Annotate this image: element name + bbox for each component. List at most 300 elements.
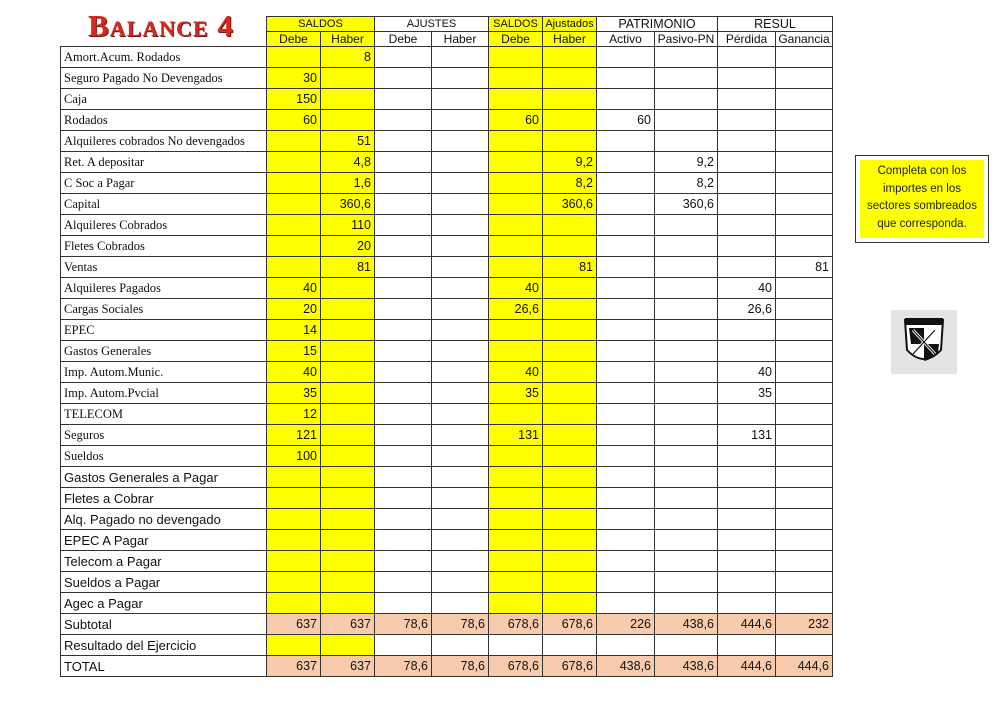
amount-cell[interactable] [375,110,432,131]
amount-cell[interactable] [655,593,718,614]
amount-cell[interactable] [776,404,833,425]
amount-cell[interactable] [375,68,432,89]
amount-cell[interactable] [267,530,321,551]
amount-cell[interactable] [489,194,543,215]
amount-cell[interactable] [489,68,543,89]
amount-cell[interactable] [718,488,776,509]
amount-cell[interactable] [432,383,489,404]
amount-cell[interactable] [375,320,432,341]
amount-cell[interactable] [432,47,489,68]
amount-cell[interactable] [597,635,655,656]
amount-cell[interactable]: 15 [267,341,321,362]
amount-cell[interactable] [655,404,718,425]
amount-cell[interactable]: 131 [489,425,543,446]
amount-cell[interactable] [718,404,776,425]
amount-cell[interactable] [375,572,432,593]
amount-cell[interactable] [776,425,833,446]
amount-cell[interactable] [375,215,432,236]
amount-cell[interactable]: 60 [489,110,543,131]
amount-cell[interactable] [776,215,833,236]
amount-cell[interactable] [655,362,718,383]
amount-cell[interactable] [655,488,718,509]
amount-cell[interactable] [489,635,543,656]
amount-cell[interactable] [543,530,597,551]
amount-cell[interactable] [655,383,718,404]
amount-cell[interactable] [375,530,432,551]
amount-cell[interactable]: 20 [267,299,321,320]
amount-cell[interactable] [597,257,655,278]
amount-cell[interactable] [655,572,718,593]
amount-cell[interactable] [718,194,776,215]
amount-cell[interactable] [776,152,833,173]
amount-cell[interactable]: 438,6 [655,656,718,677]
amount-cell[interactable] [543,131,597,152]
amount-cell[interactable] [489,131,543,152]
amount-cell[interactable] [321,488,375,509]
amount-cell[interactable] [432,551,489,572]
amount-cell[interactable] [597,467,655,488]
amount-cell[interactable] [489,152,543,173]
amount-cell[interactable]: 637 [267,656,321,677]
amount-cell[interactable] [776,593,833,614]
amount-cell[interactable]: 26,6 [718,299,776,320]
amount-cell[interactable] [489,173,543,194]
amount-cell[interactable]: 438,6 [655,614,718,635]
amount-cell[interactable] [321,425,375,446]
amount-cell[interactable]: 78,6 [432,614,489,635]
amount-cell[interactable] [597,236,655,257]
amount-cell[interactable]: 35 [267,383,321,404]
amount-cell[interactable]: 8,2 [655,173,718,194]
amount-cell[interactable] [597,425,655,446]
amount-cell[interactable] [718,257,776,278]
amount-cell[interactable]: 360,6 [655,194,718,215]
amount-cell[interactable]: 8,2 [543,173,597,194]
amount-cell[interactable] [543,404,597,425]
amount-cell[interactable] [321,509,375,530]
amount-cell[interactable] [432,635,489,656]
amount-cell[interactable]: 9,2 [543,152,597,173]
amount-cell[interactable] [597,299,655,320]
amount-cell[interactable] [597,173,655,194]
amount-cell[interactable] [543,68,597,89]
amount-cell[interactable]: 78,6 [375,656,432,677]
amount-cell[interactable] [267,509,321,530]
amount-cell[interactable]: 60 [597,110,655,131]
amount-cell[interactable]: 35 [489,383,543,404]
amount-cell[interactable]: 360,6 [543,194,597,215]
amount-cell[interactable] [543,383,597,404]
amount-cell[interactable] [776,194,833,215]
amount-cell[interactable] [776,362,833,383]
amount-cell[interactable] [718,320,776,341]
amount-cell[interactable] [321,89,375,110]
amount-cell[interactable] [321,551,375,572]
amount-cell[interactable] [489,593,543,614]
amount-cell[interactable] [776,173,833,194]
amount-cell[interactable] [432,131,489,152]
amount-cell[interactable]: 678,6 [489,656,543,677]
amount-cell[interactable] [489,509,543,530]
amount-cell[interactable] [718,47,776,68]
amount-cell[interactable]: 40 [267,362,321,383]
amount-cell[interactable] [267,488,321,509]
amount-cell[interactable]: 121 [267,425,321,446]
amount-cell[interactable] [655,467,718,488]
amount-cell[interactable] [321,530,375,551]
amount-cell[interactable] [267,173,321,194]
amount-cell[interactable] [718,68,776,89]
amount-cell[interactable] [776,530,833,551]
amount-cell[interactable]: 678,6 [543,614,597,635]
amount-cell[interactable] [321,362,375,383]
amount-cell[interactable] [655,551,718,572]
amount-cell[interactable] [655,47,718,68]
amount-cell[interactable]: 444,6 [776,656,833,677]
amount-cell[interactable]: 81 [776,257,833,278]
amount-cell[interactable] [543,341,597,362]
amount-cell[interactable] [655,68,718,89]
amount-cell[interactable] [655,89,718,110]
amount-cell[interactable] [776,320,833,341]
amount-cell[interactable] [489,572,543,593]
amount-cell[interactable] [267,572,321,593]
amount-cell[interactable]: 40 [718,278,776,299]
amount-cell[interactable] [489,530,543,551]
amount-cell[interactable]: 78,6 [432,656,489,677]
amount-cell[interactable] [489,551,543,572]
amount-cell[interactable] [375,278,432,299]
amount-cell[interactable] [432,215,489,236]
amount-cell[interactable] [718,509,776,530]
amount-cell[interactable]: 35 [718,383,776,404]
amount-cell[interactable] [597,131,655,152]
amount-cell[interactable] [489,467,543,488]
amount-cell[interactable] [718,152,776,173]
amount-cell[interactable] [718,110,776,131]
amount-cell[interactable] [718,593,776,614]
amount-cell[interactable] [543,320,597,341]
amount-cell[interactable] [321,446,375,467]
amount-cell[interactable] [267,47,321,68]
amount-cell[interactable] [267,635,321,656]
amount-cell[interactable] [267,152,321,173]
amount-cell[interactable] [718,572,776,593]
amount-cell[interactable] [321,110,375,131]
amount-cell[interactable] [543,446,597,467]
amount-cell[interactable]: 14 [267,320,321,341]
amount-cell[interactable] [489,488,543,509]
amount-cell[interactable] [776,467,833,488]
amount-cell[interactable] [375,173,432,194]
amount-cell[interactable] [597,68,655,89]
amount-cell[interactable] [489,47,543,68]
amount-cell[interactable] [543,425,597,446]
amount-cell[interactable] [718,173,776,194]
amount-cell[interactable] [655,131,718,152]
amount-cell[interactable]: 4,8 [321,152,375,173]
amount-cell[interactable] [321,467,375,488]
amount-cell[interactable] [597,89,655,110]
amount-cell[interactable] [718,236,776,257]
amount-cell[interactable] [267,131,321,152]
amount-cell[interactable] [543,299,597,320]
amount-cell[interactable]: 81 [543,257,597,278]
amount-cell[interactable] [597,404,655,425]
amount-cell[interactable] [655,530,718,551]
amount-cell[interactable] [375,446,432,467]
amount-cell[interactable] [597,47,655,68]
amount-cell[interactable] [597,446,655,467]
amount-cell[interactable] [432,110,489,131]
amount-cell[interactable] [375,551,432,572]
amount-cell[interactable] [543,236,597,257]
amount-cell[interactable] [718,341,776,362]
amount-cell[interactable]: 637 [321,614,375,635]
amount-cell[interactable]: 131 [718,425,776,446]
amount-cell[interactable] [321,278,375,299]
amount-cell[interactable] [597,215,655,236]
amount-cell[interactable] [321,404,375,425]
amount-cell[interactable]: 678,6 [489,614,543,635]
amount-cell[interactable] [267,467,321,488]
amount-cell[interactable] [321,68,375,89]
amount-cell[interactable] [432,530,489,551]
amount-cell[interactable] [776,47,833,68]
amount-cell[interactable] [655,341,718,362]
amount-cell[interactable] [776,488,833,509]
amount-cell[interactable] [432,425,489,446]
amount-cell[interactable]: 232 [776,614,833,635]
amount-cell[interactable] [375,257,432,278]
amount-cell[interactable] [597,278,655,299]
amount-cell[interactable] [655,278,718,299]
amount-cell[interactable]: 637 [267,614,321,635]
amount-cell[interactable] [321,593,375,614]
amount-cell[interactable] [321,299,375,320]
amount-cell[interactable] [432,152,489,173]
amount-cell[interactable] [718,551,776,572]
amount-cell[interactable]: 100 [267,446,321,467]
amount-cell[interactable] [489,236,543,257]
amount-cell[interactable] [543,593,597,614]
amount-cell[interactable] [489,257,543,278]
amount-cell[interactable] [375,425,432,446]
amount-cell[interactable] [597,572,655,593]
amount-cell[interactable] [718,131,776,152]
amount-cell[interactable] [489,341,543,362]
amount-cell[interactable]: 226 [597,614,655,635]
amount-cell[interactable] [489,215,543,236]
amount-cell[interactable] [432,362,489,383]
amount-cell[interactable] [655,320,718,341]
amount-cell[interactable] [776,89,833,110]
amount-cell[interactable]: 360,6 [321,194,375,215]
amount-cell[interactable] [543,572,597,593]
amount-cell[interactable] [375,341,432,362]
amount-cell[interactable]: 678,6 [543,656,597,677]
amount-cell[interactable] [489,404,543,425]
amount-cell[interactable] [432,278,489,299]
amount-cell[interactable] [655,215,718,236]
amount-cell[interactable]: 40 [489,278,543,299]
amount-cell[interactable]: 8 [321,47,375,68]
amount-cell[interactable] [597,551,655,572]
amount-cell[interactable] [776,551,833,572]
amount-cell[interactable] [267,194,321,215]
amount-cell[interactable]: 30 [267,68,321,89]
amount-cell[interactable] [432,488,489,509]
amount-cell[interactable]: 26,6 [489,299,543,320]
amount-cell[interactable] [267,551,321,572]
amount-cell[interactable] [375,131,432,152]
amount-cell[interactable] [375,488,432,509]
amount-cell[interactable] [543,488,597,509]
amount-cell[interactable] [776,509,833,530]
amount-cell[interactable] [375,467,432,488]
amount-cell[interactable] [543,89,597,110]
amount-cell[interactable] [375,152,432,173]
amount-cell[interactable] [321,635,375,656]
amount-cell[interactable] [267,593,321,614]
amount-cell[interactable]: 637 [321,656,375,677]
amount-cell[interactable]: 12 [267,404,321,425]
amount-cell[interactable]: 40 [267,278,321,299]
amount-cell[interactable] [375,509,432,530]
amount-cell[interactable] [267,257,321,278]
amount-cell[interactable] [321,383,375,404]
amount-cell[interactable] [655,446,718,467]
amount-cell[interactable] [432,404,489,425]
amount-cell[interactable] [432,299,489,320]
amount-cell[interactable] [375,236,432,257]
amount-cell[interactable] [489,320,543,341]
amount-cell[interactable] [776,635,833,656]
amount-cell[interactable] [776,572,833,593]
amount-cell[interactable] [655,257,718,278]
amount-cell[interactable] [267,215,321,236]
amount-cell[interactable] [543,362,597,383]
amount-cell[interactable] [543,110,597,131]
amount-cell[interactable] [776,236,833,257]
amount-cell[interactable]: 40 [489,362,543,383]
amount-cell[interactable]: 20 [321,236,375,257]
amount-cell[interactable] [597,593,655,614]
amount-cell[interactable] [432,68,489,89]
amount-cell[interactable]: 40 [718,362,776,383]
amount-cell[interactable] [432,446,489,467]
amount-cell[interactable] [597,530,655,551]
amount-cell[interactable]: 81 [321,257,375,278]
amount-cell[interactable] [718,530,776,551]
amount-cell[interactable] [597,509,655,530]
amount-cell[interactable] [543,551,597,572]
amount-cell[interactable] [432,236,489,257]
amount-cell[interactable]: 51 [321,131,375,152]
amount-cell[interactable] [655,425,718,446]
amount-cell[interactable]: 9,2 [655,152,718,173]
amount-cell[interactable] [321,320,375,341]
amount-cell[interactable] [267,236,321,257]
amount-cell[interactable] [776,446,833,467]
amount-cell[interactable] [375,383,432,404]
amount-cell[interactable] [375,299,432,320]
amount-cell[interactable] [375,593,432,614]
amount-cell[interactable] [432,194,489,215]
amount-cell[interactable] [655,509,718,530]
amount-cell[interactable]: 1,6 [321,173,375,194]
amount-cell[interactable] [776,278,833,299]
amount-cell[interactable] [776,383,833,404]
amount-cell[interactable]: 444,6 [718,614,776,635]
amount-cell[interactable] [543,635,597,656]
amount-cell[interactable] [776,68,833,89]
amount-cell[interactable]: 60 [267,110,321,131]
amount-cell[interactable] [375,194,432,215]
amount-cell[interactable] [543,47,597,68]
amount-cell[interactable] [432,320,489,341]
amount-cell[interactable] [597,362,655,383]
amount-cell[interactable] [718,446,776,467]
amount-cell[interactable] [655,110,718,131]
amount-cell[interactable] [432,173,489,194]
amount-cell[interactable] [597,383,655,404]
amount-cell[interactable] [432,257,489,278]
amount-cell[interactable] [375,404,432,425]
amount-cell[interactable] [776,341,833,362]
amount-cell[interactable] [432,89,489,110]
amount-cell[interactable] [543,509,597,530]
amount-cell[interactable] [321,341,375,362]
amount-cell[interactable]: 444,6 [718,656,776,677]
amount-cell[interactable] [432,341,489,362]
amount-cell[interactable] [597,488,655,509]
amount-cell[interactable] [776,110,833,131]
amount-cell[interactable]: 438,6 [597,656,655,677]
amount-cell[interactable] [543,278,597,299]
amount-cell[interactable] [489,89,543,110]
amount-cell[interactable] [432,572,489,593]
amount-cell[interactable] [375,47,432,68]
amount-cell[interactable] [655,299,718,320]
amount-cell[interactable] [543,467,597,488]
amount-cell[interactable] [432,509,489,530]
amount-cell[interactable]: 78,6 [375,614,432,635]
amount-cell[interactable] [597,341,655,362]
amount-cell[interactable]: 150 [267,89,321,110]
amount-cell[interactable] [597,152,655,173]
amount-cell[interactable] [375,362,432,383]
amount-cell[interactable] [655,635,718,656]
amount-cell[interactable] [776,131,833,152]
amount-cell[interactable] [432,467,489,488]
amount-cell[interactable] [597,194,655,215]
amount-cell[interactable] [432,593,489,614]
amount-cell[interactable] [489,446,543,467]
amount-cell[interactable] [718,635,776,656]
amount-cell[interactable] [718,89,776,110]
amount-cell[interactable] [375,89,432,110]
amount-cell[interactable] [375,635,432,656]
amount-cell[interactable] [655,236,718,257]
amount-cell[interactable] [718,215,776,236]
amount-cell[interactable] [718,467,776,488]
amount-cell[interactable]: 110 [321,215,375,236]
amount-cell[interactable] [776,299,833,320]
amount-cell[interactable] [543,215,597,236]
amount-cell[interactable] [597,320,655,341]
amount-cell[interactable] [321,572,375,593]
